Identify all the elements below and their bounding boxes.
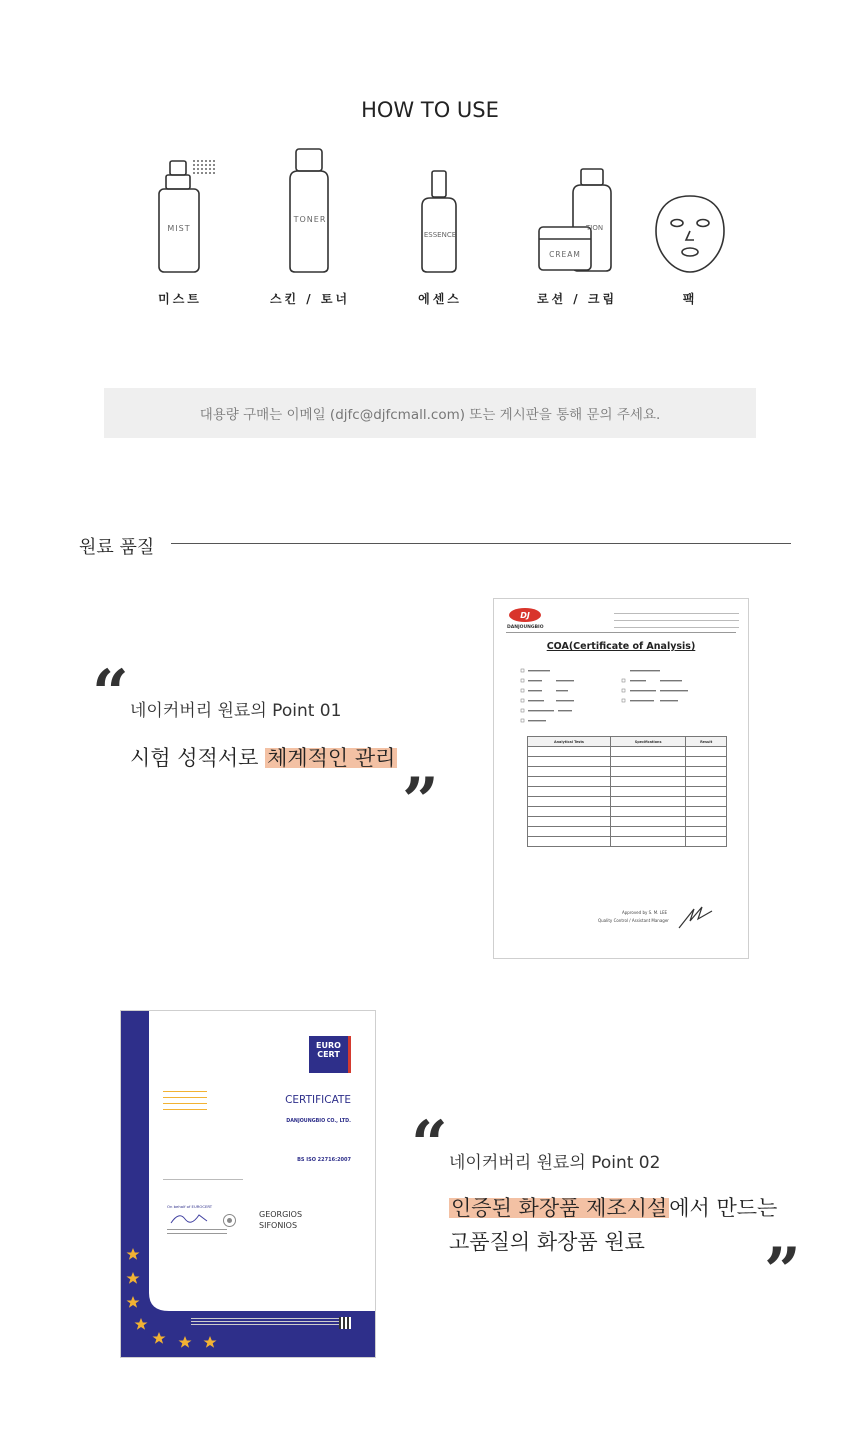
toner-bottle-icon: [285, 146, 335, 276]
section-divider: [171, 543, 791, 544]
step-label-essence: 에센스: [418, 292, 462, 306]
point2-headline: [449, 1191, 809, 1259]
step-label-toner: 스킨 / 토너: [269, 292, 351, 306]
cream-jar-text: CREAM: [549, 250, 581, 259]
coa-approved-role: Quality Control / Assistant Manager: [598, 918, 669, 923]
coa-document: [493, 598, 749, 959]
certificate-title: CERTIFICATE: [285, 1094, 351, 1106]
toner-bottle-text: TONER: [293, 215, 327, 224]
step-label-lotion-cream: 로션 / 크림: [536, 292, 618, 306]
mist-spray-bottle-icon: [150, 155, 225, 275]
point2-headline-line2: 고품질의 화장품 원료: [449, 1230, 645, 1254]
bulk-purchase-notice: 대용량 구매는 이메일 (djfc@djfcmall.com) 또는 게시판을 통해 문의 주세요.: [104, 388, 756, 438]
eurocert-badge: [309, 1036, 351, 1073]
open-quote-icon-2: “: [411, 1107, 448, 1182]
eu-stars-icon: [121, 1236, 231, 1357]
coa-brand: DANJOUNGBIO: [507, 625, 544, 630]
eurocert-certificate: [120, 1010, 376, 1358]
essence-bottle-text: ESSENCE: [423, 231, 457, 239]
coa-info-fields: [520, 667, 730, 727]
coa-header-tests: Analytical Tests: [528, 737, 611, 747]
badge-line1: EURO: [316, 1041, 341, 1050]
close-quote-icon-2: ”: [764, 1234, 801, 1309]
signature-icon: [676, 901, 716, 931]
lotion-bottle-text: TION: [586, 224, 604, 232]
mist-bottle-text: MIST: [167, 224, 191, 233]
qr-code-icon: [339, 1317, 351, 1329]
close-quote-icon: ”: [402, 764, 439, 839]
essence-bottle-icon: [417, 168, 463, 276]
certificate-onbehalf: On behalf of EUROCERT: [167, 1204, 213, 1209]
point2-label: 네이커버리 원료의 Point 02: [449, 1153, 661, 1173]
coa-header-result: Result: [686, 737, 727, 747]
certificate-standard: BS ISO 22716:2007: [297, 1157, 351, 1163]
point1-headline-highlight: 체계적인 관리: [267, 746, 396, 770]
seal-icon: [223, 1214, 236, 1227]
step-label-mist: 미스트: [158, 292, 202, 306]
signer-name-line2: SIFONIOS: [259, 1221, 298, 1230]
section-title: 원료 품질: [79, 537, 155, 558]
badge-line2: CERT: [317, 1050, 340, 1059]
point2-headline-highlight: 인증된 화장품 제조시설: [451, 1196, 668, 1220]
point2-headline-plain: 에서 만드는: [669, 1196, 778, 1220]
logo-text: DJ: [520, 611, 530, 620]
coa-title: COA(Certificate of Analysis): [546, 641, 696, 652]
open-quote-icon: “: [92, 656, 129, 731]
point1-label: 네이커버리 원료의 Point 01: [130, 701, 342, 721]
signer-name-line1: GEORGIOS: [259, 1210, 303, 1219]
certificate-company: DANJOUNGBIO CO., LTD.: [286, 1119, 351, 1124]
point1-headline-plain: 시험 성적서로: [130, 746, 266, 770]
coa-header-specs: Specifications: [611, 737, 686, 747]
cert-signature-icon: [169, 1209, 209, 1227]
coa-approved: Approved by S. M. LEE: [622, 910, 667, 915]
face-mask-icon: [653, 193, 727, 275]
danjoungbio-logo-icon: [508, 607, 542, 623]
point1-headline: [130, 741, 397, 775]
step-label-pack: 팩: [682, 292, 698, 306]
how-to-use-title: HOW TO USE: [361, 98, 499, 122]
